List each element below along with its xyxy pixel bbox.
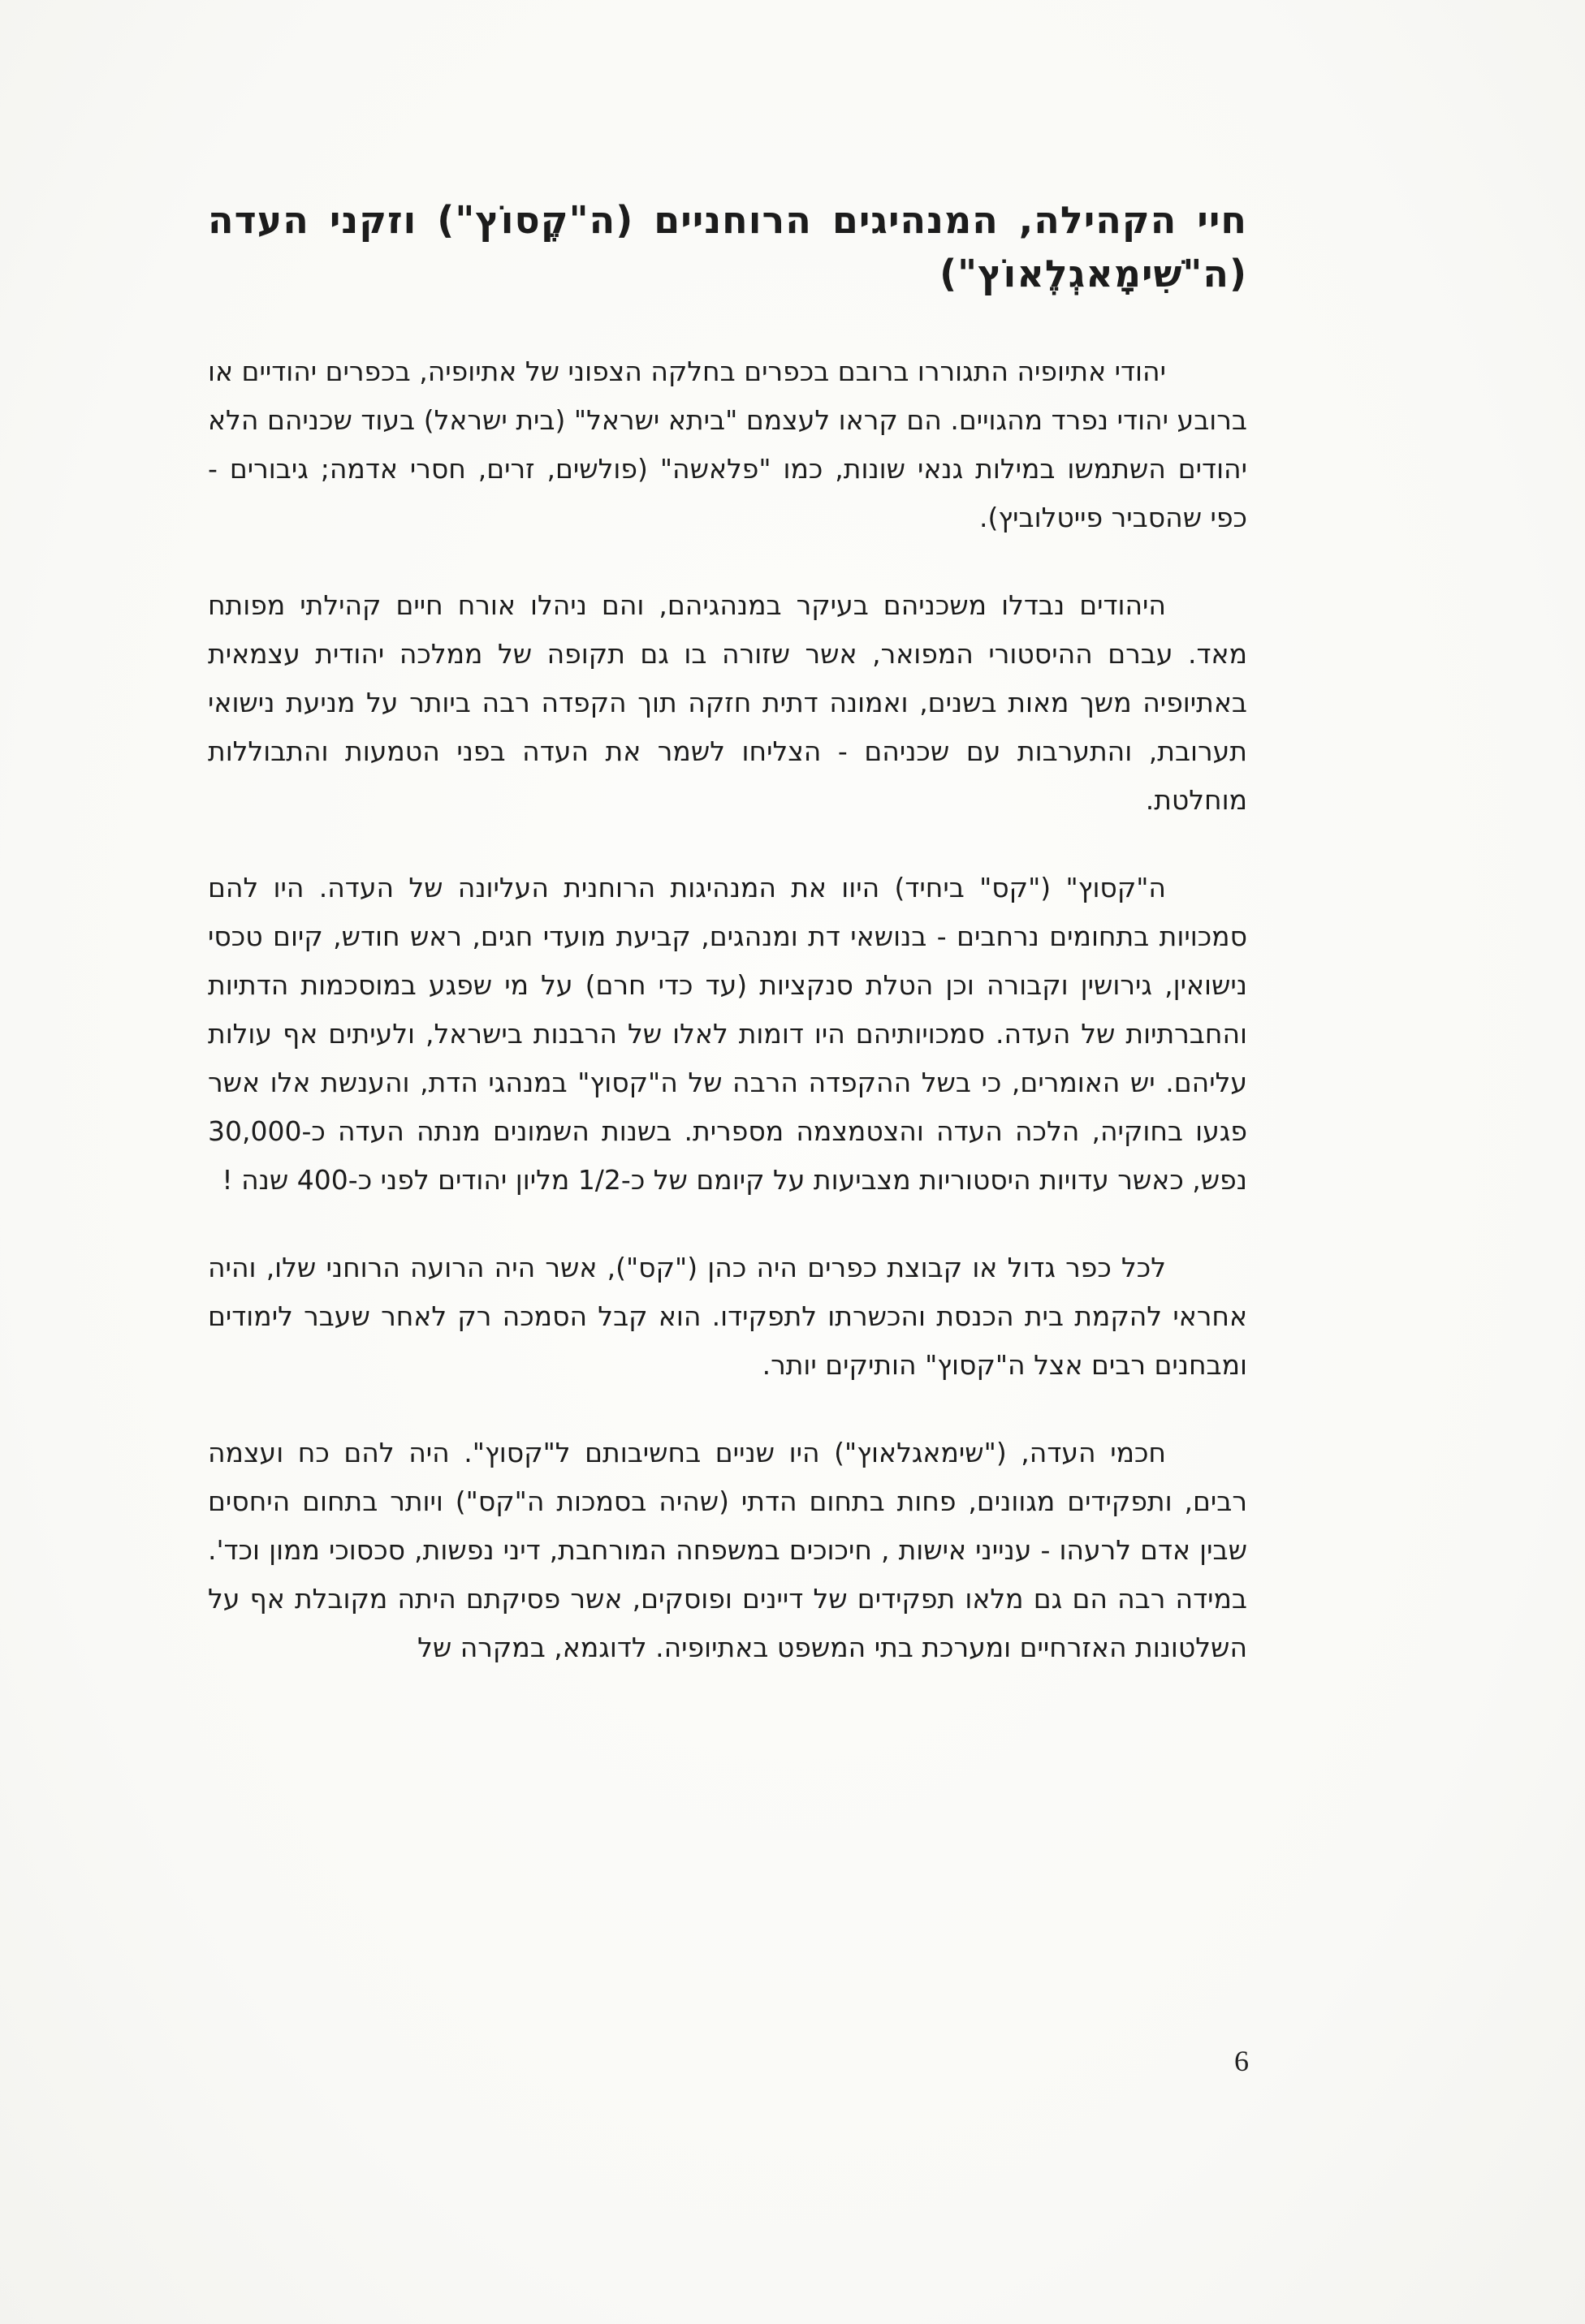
- section-title: חיי הקהילה, המנהיגים הרוחניים (ה"קֶסוֹץ") וזקני העדה (ה"שִׁימָאגְלֶאוֹץ"): [208, 198, 1247, 295]
- paragraph-3: ה"קסוץ" ("קס" ביחיד) היוו את המנהיגות הרוחנית העליונה של העדה. היו להם סמכויות בתחומים נרחבים - בנושאי דת ומנהגים, קביעת מועדי חגים, ראש חודש, קיום טכסי נישואין, גירושין וקבורה וכן הטלת סנקציות (עד כדי חרם) על מי שפגע במוסכמות הדתיות והחברתיות של העדה. סמכויותיהם היו דומות לאלו של הרבנות בישראל, ולעיתים אף עולות עליהם. יש האומרים, כי בשל ההקפדה הרבה של ה"קסוץ" במנהגי הדת, והענשת אלו אשר פגעו בחוקיה, הלכה העדה והצטמצמה מספרית. בשנות השמונים מנתה העדה כ-30,000 נפש, כאשר עדויות היסטוריות מצביעות על קיומם של כ-1/2 מליון יהודים לפני כ-400 שנה !: [208, 872, 1247, 1196]
- paragraph-4: לכל כפר גדול או קבוצת כפרים היה כהן ("קס"), אשר היה הרועה הרוחני שלו, והיה אחראי להקמת בית הכנסת והכשרתו לתפקידו. הוא קבל הסמכה רק לאחר שעבר לימודים ומבחנים רבים אצל ה"קסוץ" הותיקים יותר.: [208, 1252, 1247, 1381]
- page-content: [208, 193, 1247, 1711]
- paragraph-2: היהודים נבדלו משכניהם בעיקר במנהגיהם, והם ניהלו אורח חיים קהילתי מפותח מאד. עברם ההיסטורי המפואר, אשר שזורה בו גם תקופה של ממלכה יהודית עצמאית באתיופיה משך מאות בשנים, ואמונה דתית חזקה תוך הקפדה רבה ביותר על מניעת נישואי תערובת, והתערבות עם שכניהם - הצליחו לשמר את העדה בפני הטמעות והתבוללות מוחלטת.: [208, 589, 1247, 816]
- paragraph-1: יהודי אתיופיה התגוררו ברובם בכפרים בחלקה הצפוני של אתיופיה, בכפרים יהודיים או ברובע יהודי נפרד מהגויים. הם קראו לעצמם "ביתא ישראל" (בית ישראל) בעוד שכניהם הלא יהודים השתמשו במילות גנאי שונות, כמו "פלאשה" (פולשים, זרים, חסרי אדמה; גיבורים - כפי שהסביר פייטלוביץ).: [208, 356, 1247, 533]
- page-number: 6: [1234, 2045, 1249, 2077]
- paragraph-5: חכמי העדה, ("שימאגלאוץ") היו שניים בחשיבותם ל"קסוץ". היה להם כח ועצמה רבים, ותפקידים מגוונים, פחות בתחום הדתי (שהיה בסמכות ה"קס") ויותר בתחום היחסים שבין אדם לרעהו - ענייני אישות , חיכוכים במשפחה המורחבת, דיני נפשות, סכסוכי ממון וכד'. במידה רבה הם גם מלאו תפקידים של דיינים ופוסקים, אשר פסיקתם היתה מקובלת אף על השלטונות האזרחיים ומערכת בתי המשפט באתיופיה. לדוגמא, במקרה של: [208, 1437, 1247, 1663]
